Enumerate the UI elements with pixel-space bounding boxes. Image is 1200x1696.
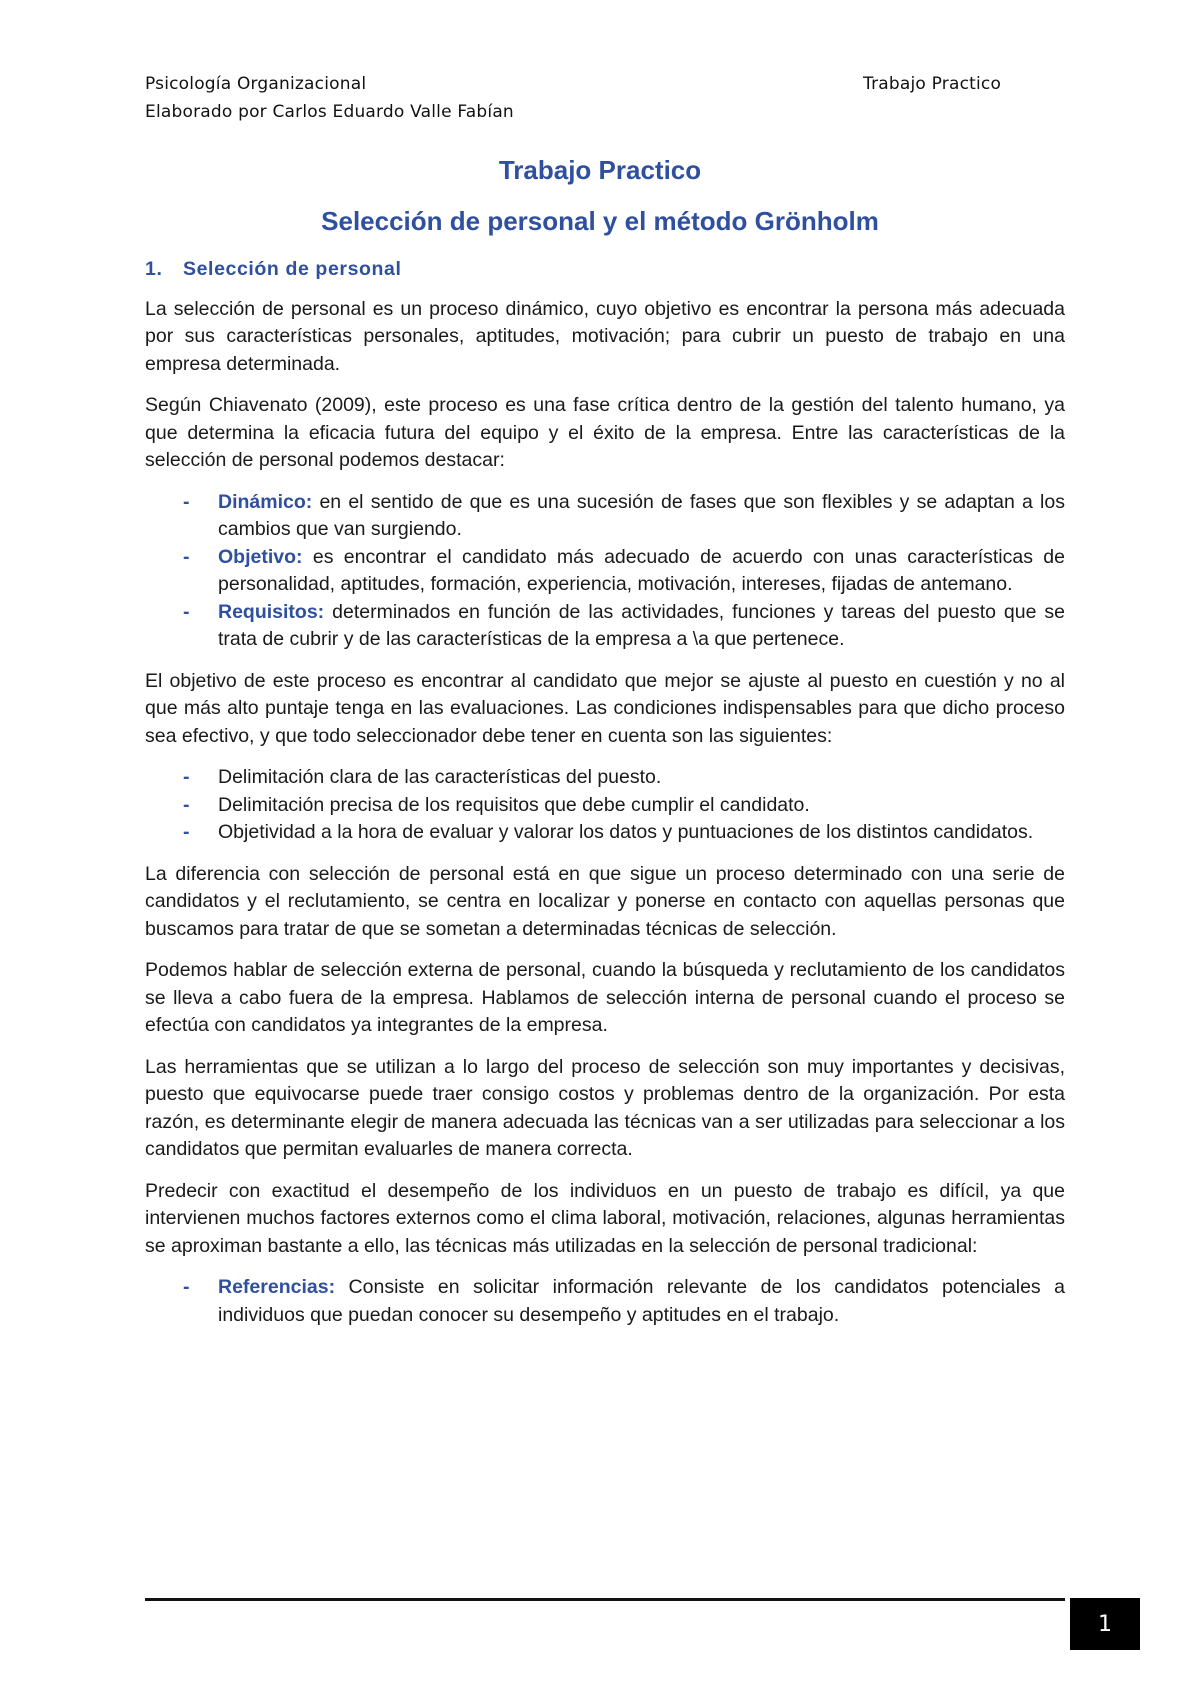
list-item-text: es encontrar el candidato más adecuado de acuerdo con unas características de personalidad, aptitudes, formación, experiencia, motivación, intereses, fijadas de antemano. <box>218 545 1065 595</box>
header-doc-type: Trabajo Practico <box>863 74 1002 94</box>
paragraph-2: Según Chiavenato (2009), este proceso es una fase crítica dentro de la gestión del talento humano, ya que determina la eficacia futura del equipo y el éxito de la empresa. Entre las características de la selección de personal podemos destacar: <box>145 394 1065 471</box>
list-item-term: Referencias: <box>218 1276 336 1298</box>
list-item-term: Requisitos: <box>218 600 325 623</box>
list-item <box>145 819 1065 847</box>
dash-marker: - <box>183 821 190 843</box>
techniques-list <box>145 1274 1065 1329</box>
list-item <box>145 764 1065 792</box>
list-item-text: Delimitación precisa de los requisitos que debe cumplir el candidato. <box>218 793 810 816</box>
list-item <box>145 489 1065 544</box>
paragraph-6: Las herramientas que se utilizan a lo largo del proceso de selección son muy importantes y decisivas, puesto que equivocarse puede traer consigo costos y problemas dentro de la organización. Por esta razón, es determinante elegir de manera adecuada las técnicas van a ser utilizadas para seleccionar a los candidatos que permitan evaluarles de manera correcta. <box>145 1055 1065 1160</box>
header-author: Elaborado por Carlos Eduardo Valle Fabían <box>145 102 514 122</box>
section-number: 1. <box>145 258 163 280</box>
list-item-text: Objetividad a la hora de evaluar y valorar los datos y puntuaciones de los distintos candidatos. <box>218 821 1034 843</box>
document-body <box>145 256 1065 1343</box>
dash-marker: - <box>183 1276 190 1298</box>
dash-marker: - <box>183 600 190 623</box>
document-subtitle: Selección de personal y el método Grönholm <box>321 206 879 236</box>
conditions-list <box>145 764 1065 847</box>
document-title: Trabajo Practico <box>498 155 702 185</box>
dash-marker: - <box>183 793 190 816</box>
list-item-text: Consiste en solicitar información relevante de los candidatos potenciales a individuos que puedan conocer su desempeño y aptitudes en el trabajo. <box>218 1276 1065 1326</box>
paragraph-5: Podemos hablar de selección externa de personal, cuando la búsqueda y reclutamiento de los candidatos se lleva a cabo fuera de la empresa. Hablamos de selección interna de personal cuando el proceso se efectúa con candidatos ya integrantes de la empresa. <box>145 959 1065 1036</box>
list-item-term: Objetivo: <box>218 545 303 568</box>
section-heading-text: Selección de personal <box>183 258 402 280</box>
paragraph-1: La selección de personal es un proceso dinámico, cuyo objetivo es encontrar la persona más adecuada por sus características personales, aptitudes, motivación; para cubrir un puesto de trabajo en una empresa determinada. <box>145 297 1065 375</box>
characteristics-list <box>145 489 1065 654</box>
list-item <box>145 599 1065 654</box>
paragraph-3: El objetivo de este proceso es encontrar al candidato que mejor se ajuste al puesto en cuestión y no al que más alto puntaje tenga en las evaluaciones. Las condiciones indispensables para que dicho proceso sea efectivo, y que todo seleccionador debe tener en cuenta son las siguientes: <box>145 669 1065 747</box>
list-item-text: determinados en función de las actividades, funciones y tareas del puesto que se trata de cubrir y de las características de la empresa a \a que pertenece. <box>218 600 1065 650</box>
paragraph-7: Predecir con exactitud el desempeño de los individuos en un puesto de trabajo es difícil, ya que intervienen muchos factores externos como el clima laboral, motivación, relaciones, algunas herramientas se aproximan bastante a ello, las técnicas más utilizadas en la selección de personal tradicional: <box>145 1179 1065 1257</box>
list-item-term: Dinámico: <box>218 490 313 513</box>
list-item-text: en el sentido de que es una sucesión de fases que son flexibles y se adaptan a los cambios que van surgiendo. <box>218 490 1065 540</box>
footer-rule <box>145 1598 1065 1601</box>
list-item-text: Delimitación clara de las características del puesto. <box>218 766 662 788</box>
page-number: 1 <box>1070 1598 1140 1650</box>
list-item <box>145 792 1065 820</box>
dash-marker: - <box>183 766 190 788</box>
paragraph-4: La diferencia con selección de personal está en que sigue un proceso determinado con una serie de candidatos y el reclutamiento, se centra en localizar y ponerse en contacto con aquellas personas que buscamos para tratar de que se sometan a determinadas técnicas de selección. <box>145 862 1065 940</box>
header-course: Psicología Organizacional <box>145 74 367 94</box>
dash-marker: - <box>183 545 190 568</box>
list-item <box>145 1274 1065 1329</box>
dash-marker: - <box>183 490 190 513</box>
section-heading <box>145 256 1065 284</box>
list-item <box>145 544 1065 599</box>
